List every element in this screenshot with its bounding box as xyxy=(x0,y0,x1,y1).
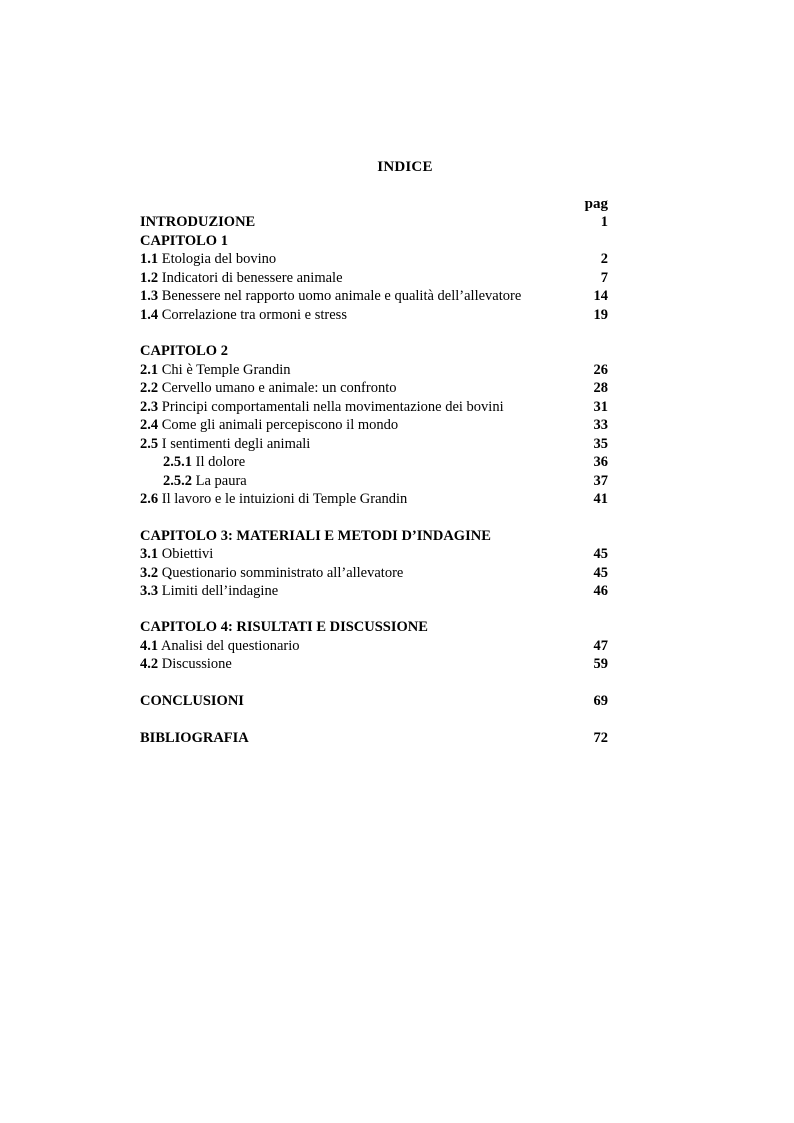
toc-entry xyxy=(140,490,608,509)
toc-entry-page: 1 xyxy=(600,214,608,230)
toc-entry xyxy=(140,269,608,288)
toc-entry xyxy=(140,250,608,269)
toc-entry xyxy=(140,692,608,711)
toc-entry xyxy=(140,729,608,748)
toc-entry-number: 4.2 xyxy=(140,656,159,672)
toc-entry xyxy=(140,655,608,674)
toc-entry-page: 19 xyxy=(593,307,608,323)
toc-entry-text: Benessere nel rapporto uomo animale e qualità dell’allevatore xyxy=(161,288,522,304)
toc-entry-text: Cervello umano e animale: un confronto xyxy=(161,380,397,396)
toc-entry-page: 35 xyxy=(593,436,608,452)
toc-entry-text: CAPITOLO 1 xyxy=(140,233,228,249)
toc-entry-page: 36 xyxy=(593,454,608,470)
toc-entry-label xyxy=(140,637,299,656)
toc-entry xyxy=(140,637,608,656)
toc-entry xyxy=(140,306,608,325)
toc-entry-page: 14 xyxy=(593,288,608,304)
toc-entry-page: 45 xyxy=(593,546,608,562)
toc-entry-number: 2.6 xyxy=(140,491,159,507)
toc-entry-page: 41 xyxy=(593,491,608,507)
toc-entry-text: Principi comportamentali nella movimentazione dei bovini xyxy=(161,399,504,415)
toc-entry-label xyxy=(140,269,343,288)
toc-entry-text: CONCLUSIONI xyxy=(140,693,244,709)
toc-entry xyxy=(140,527,608,546)
toc-entry xyxy=(140,213,608,232)
toc-entry-page: 46 xyxy=(593,583,608,599)
toc-entry-text: Obiettivi xyxy=(161,546,214,562)
toc-entry xyxy=(140,582,608,601)
toc-entry-label xyxy=(140,342,228,361)
toc-entry-number: 2.4 xyxy=(140,417,159,433)
toc-entry-label xyxy=(140,545,213,564)
toc-entry-label xyxy=(140,306,347,325)
toc-entry-text: CAPITOLO 4: RISULTATI E DISCUSSIONE xyxy=(140,619,428,635)
toc-entry xyxy=(140,361,608,380)
toc-entry-number: 1.2 xyxy=(140,270,159,286)
toc-entry-number: 1.4 xyxy=(140,307,159,323)
toc-entry-page: 28 xyxy=(593,380,608,396)
toc-entry-number: 3.3 xyxy=(140,583,159,599)
toc-entry-text: BIBLIOGRAFIA xyxy=(140,730,249,746)
toc-entry-text: Il lavoro e le intuizioni di Temple Grandin xyxy=(161,491,408,507)
toc-entry-label xyxy=(140,379,397,398)
toc-entry-number: 1.3 xyxy=(140,288,159,304)
toc-entry xyxy=(163,472,608,491)
toc-entry-label xyxy=(140,655,232,674)
toc-entry-label xyxy=(163,453,245,472)
toc-entry xyxy=(140,232,608,251)
toc-entry-number: 4.1 xyxy=(140,638,159,654)
toc-entry-label xyxy=(140,564,403,583)
toc-entry-number: 2.1 xyxy=(140,362,159,378)
toc-entry-text: Analisi del questionario xyxy=(160,638,300,654)
toc-entry-label xyxy=(140,232,228,251)
toc-entry xyxy=(140,287,608,306)
toc-entry-label xyxy=(140,213,255,232)
toc-entry-number: 2.5.1 xyxy=(163,454,192,470)
toc-entry-label xyxy=(140,582,278,601)
toc-entry xyxy=(140,435,608,454)
toc-entry-number: 2.5 xyxy=(140,436,159,452)
toc-entry-label xyxy=(140,416,398,435)
toc-entry-label xyxy=(140,435,310,454)
toc-entry-number: 2.5.2 xyxy=(163,473,192,489)
toc-entry-number: 3.2 xyxy=(140,565,159,581)
toc-entry xyxy=(140,618,608,637)
toc-entry-label xyxy=(140,490,407,509)
toc-entry-number: 1.1 xyxy=(140,251,159,267)
toc-entry-page: 26 xyxy=(593,362,608,378)
toc-entry-page: 59 xyxy=(593,656,608,672)
toc-entry xyxy=(140,564,608,583)
toc-entry-page: 33 xyxy=(593,417,608,433)
toc-entry-page: 37 xyxy=(593,473,608,489)
toc-entry-page: 47 xyxy=(593,638,608,654)
toc-entry-page: 7 xyxy=(600,270,608,286)
toc-entry xyxy=(140,379,608,398)
toc-entry-page: 45 xyxy=(593,565,608,581)
toc-entry-number: 3.1 xyxy=(140,546,159,562)
toc-entry-page: 72 xyxy=(593,730,608,746)
toc-entry-label xyxy=(140,361,291,380)
toc-entry xyxy=(163,453,608,472)
toc-entry-page: 31 xyxy=(593,399,608,415)
toc-entry-text: La paura xyxy=(195,473,247,489)
toc-entry-label xyxy=(163,472,247,491)
toc-entry xyxy=(140,342,608,361)
toc-entry-text: Il dolore xyxy=(195,454,246,470)
toc-entry xyxy=(140,416,608,435)
toc-entry-text: CAPITOLO 3: MATERIALI E METODI D’INDAGINE xyxy=(140,528,491,544)
toc-entry-page: 2 xyxy=(600,251,608,267)
toc-entry xyxy=(140,398,608,417)
toc-entry-label xyxy=(140,729,249,748)
toc-entry-label xyxy=(140,287,521,306)
toc-entry-text: I sentimenti degli animali xyxy=(161,436,311,452)
toc-entry xyxy=(140,545,608,564)
toc-entry-number: 2.3 xyxy=(140,399,159,415)
toc-entry-number: 2.2 xyxy=(140,380,159,396)
toc-entry-page: 69 xyxy=(593,693,608,709)
toc-entry-label xyxy=(140,527,491,546)
toc-entry-text: Chi è Temple Grandin xyxy=(161,362,291,378)
toc-entry-text: Come gli animali percepiscono il mondo xyxy=(161,417,399,433)
index-title: INDICE xyxy=(377,159,433,175)
toc-entry-text: INTRODUZIONE xyxy=(140,214,256,230)
toc-entry-label xyxy=(140,692,244,711)
toc-entry-text: Limiti dell’indagine xyxy=(161,583,279,599)
toc-entry-text: Discussione xyxy=(161,656,232,672)
toc-entry-label xyxy=(140,250,276,269)
page-column-label: pag xyxy=(584,196,608,212)
toc-entry-text: CAPITOLO 2 xyxy=(140,343,228,359)
toc-entry-text: Correlazione tra ormoni e stress xyxy=(161,307,347,323)
toc-entry-label xyxy=(140,398,504,417)
toc-entry-label xyxy=(140,618,428,637)
toc-entry-text: Indicatori di benessere animale xyxy=(161,270,343,286)
toc-entry-text: Etologia del bovino xyxy=(161,251,277,267)
toc-entry-text: Questionario somministrato all’allevatore xyxy=(161,565,404,581)
